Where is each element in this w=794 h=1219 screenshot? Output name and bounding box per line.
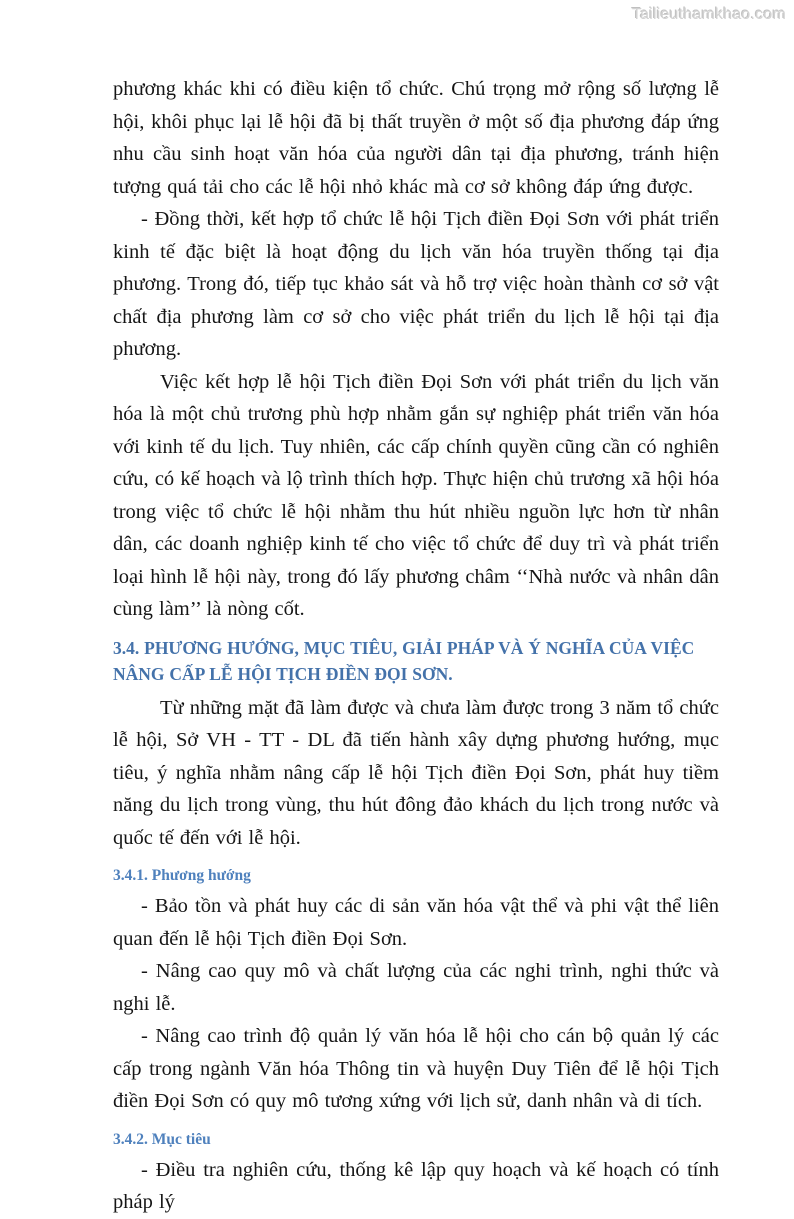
subsection-heading-3-4-1: 3.4.1. Phương hướng [113,867,251,884]
paragraph-nangcao-quymo: - Nâng cao quy mô và chất lượng của các nghi trình, nghi thức và nghi lễ. [113,960,719,1015]
page-content [113,73,719,1219]
paragraph-tunhungmat: Từ những mặt đã làm được và chưa làm được trong 3 năm tổ chức lễ hội, Sở VH - TT - DL đã tiến hành xây dựng phương hướng, mục tiêu, ý nghĩa nhằm nâng cấp lễ hội Tịch điền Đọi Sơn, phát huy tiềm năng du lịch trong vùng, thu hút đông đảo khách du lịch trong nước và quốc tế đến với lễ hội. [113,696,719,849]
paragraph-baoton: - Bảo tồn và phát huy các di sản văn hóa vật thể và phi vật thể liên quan đến lễ hội Tịch điền Đọi Sơn. [113,895,719,950]
subsection-heading-3-4-2: 3.4.2. Mục tiêu [113,1130,211,1148]
paragraph-dieutra: - Điều tra nghiên cứu, thống kê lập quy hoạch và kế hoạch có tính pháp lý [113,1158,719,1213]
paragraph-dongthoi: - Đồng thời, kết hợp tổ chức lễ hội Tịch điền Đọi Sơn với phát triển kinh tế đặc biệt là hoạt động du lịch văn hóa truyền thống tại địa phương. Trong đó, tiếp tục khảo sát và hỗ trợ việc hoàn thành cơ sở vật chất địa phương làm cơ sở cho việc phát triển du lịch lễ hội tại địa phương. [113,208,719,360]
section-heading-3-4: 3.4. PHƯƠNG HƯỚNG, MỤC TIÊU, GIẢI PHÁP VÀ Ý NGHĨA CỦA VIỆC NÂNG CẤP LỄ HỘI TỊCH ĐIỀN ĐỌI SƠN. [113,637,695,684]
paragraph-lehoi-continuation: phương khác khi có điều kiện tổ chức. Chú trọng mở rộng số lượng lễ hội, khôi phục lại lễ hội đã bị thất truyền ở một số địa phương đáp ứng nhu cầu sinh hoạt văn hóa của người dân tại địa phương, tránh hiện tượng quá tải cho các lễ hội nhỏ khác mà cơ sở không đáp ứng được. [113,78,719,198]
site-watermark: Tailieuthamkhao.com [631,6,786,23]
paragraph-nangcao-trinhdo: - Nâng cao trình độ quản lý văn hóa lễ hội cho cán bộ quản lý các cấp trong ngành Văn hóa Thông tin và huyện Duy Tiên để lễ hội Tịch điền Đọi Sơn có quy mô tương xứng với lịch sử, danh nhân và di tích. [113,1025,719,1112]
paragraph-vieckethop: Việc kết hợp lễ hội Tịch điền Đọi Sơn với phát triển du lịch văn hóa là một chủ trương phù hợp nhằm gắn sự nghiệp phát triển văn hóa với kinh tế du lịch. Tuy nhiên, các cấp chính quyền cũng cần có nghiên cứu, có kế hoạch và lộ trình thích hợp. Thực hiện chủ trương xã hội hóa trong việc tổ chức lễ hội nhằm thu hút nhiều nguồn lực hơn từ nhân dân, các doanh nghiệp kinh tế cho việc tổ chức để duy trì và phát triển loại hình lễ hội này, trong đó lấy phương châm ‘‘Nhà nước và nhân dân cùng làm’’ là nòng cốt. [113,370,719,620]
